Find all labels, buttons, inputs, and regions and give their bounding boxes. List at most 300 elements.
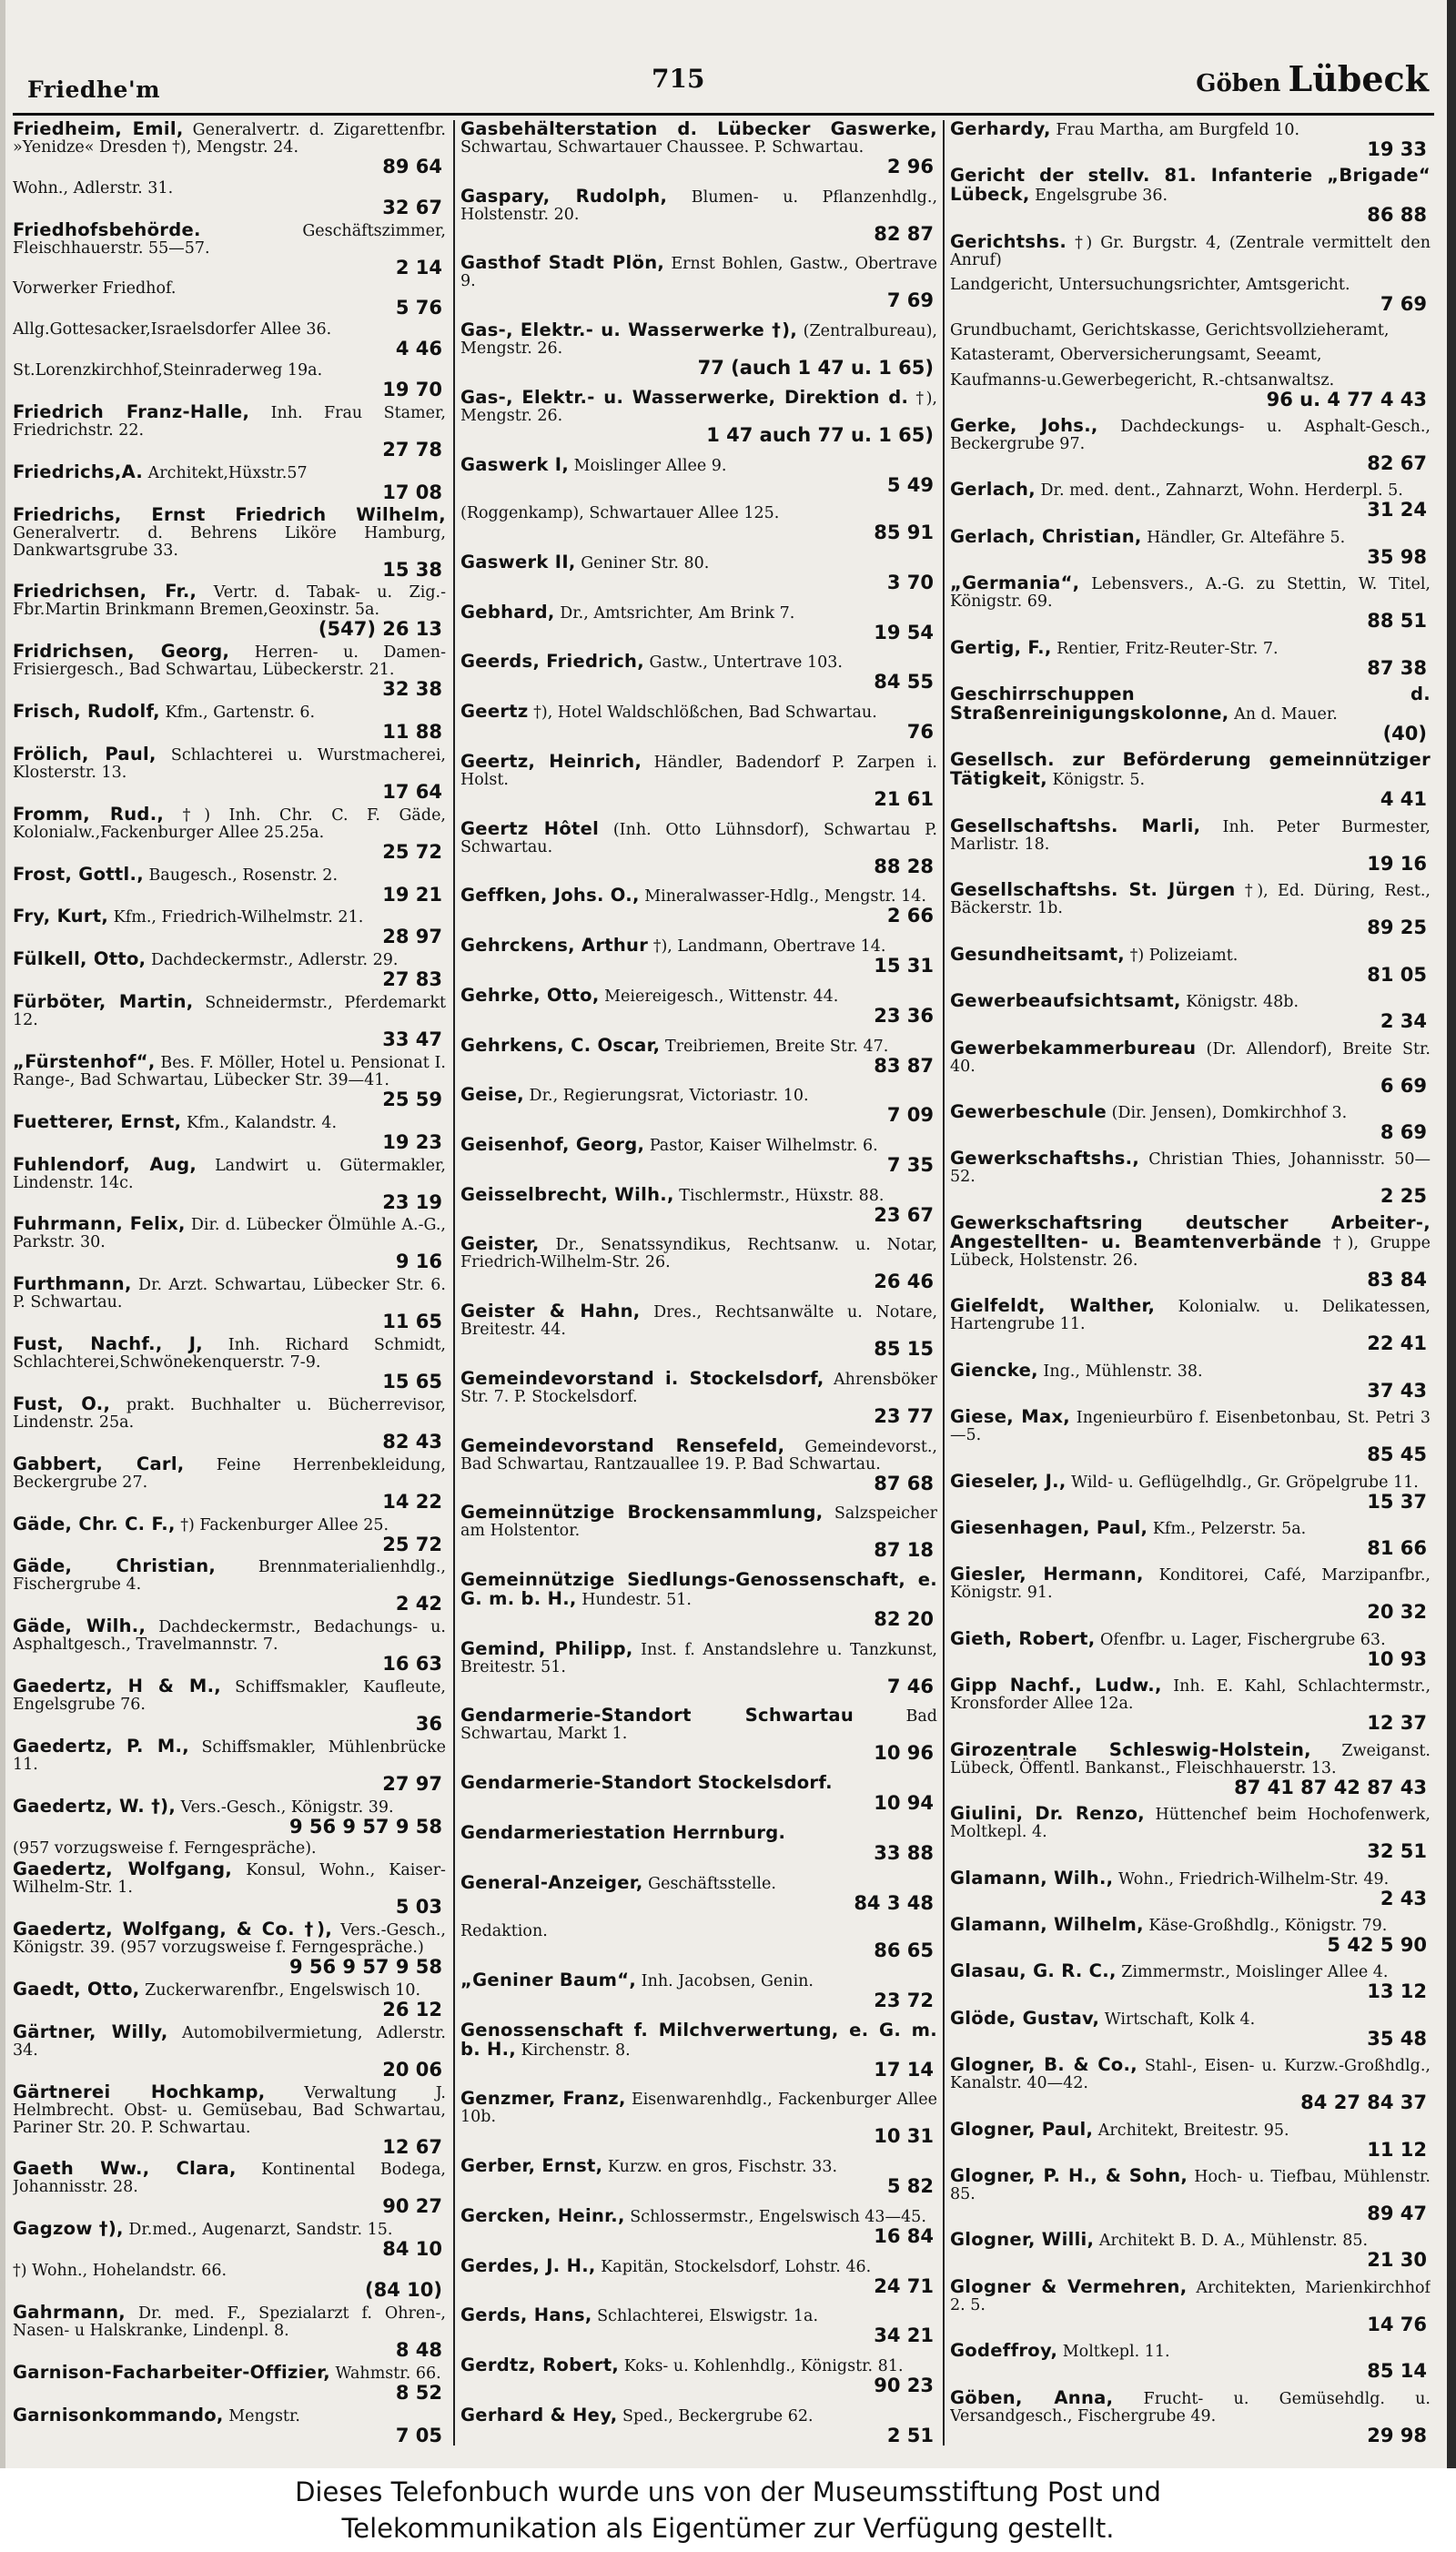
directory-entry [13,321,446,359]
entry-text [950,481,1431,500]
directory-entry [13,218,446,278]
entry-details: Händler, Badendorf P. Zarpen i. Holst. [460,753,937,789]
entry-details: Lebensvers., A.-G. zu Stettin, W. Titel, Königstr. 69. [950,575,1431,612]
entry-name: Glöde, Gustav, [950,2007,1100,2029]
entry-name: Gipp Nachf., Ludw., [950,1675,1162,1696]
entry-text [13,2301,446,2340]
directory-entry [950,120,1431,159]
entry-details: Inh. Peter Burmester, Marlistr. 18. [950,817,1431,854]
entry-text [950,881,1431,917]
directory-entry [460,937,937,976]
directory-entry [460,1034,937,1077]
entry-text [460,386,937,425]
directory-entry [460,1367,937,1427]
directory-entry [950,943,1431,986]
phone-number: 89 47 [1367,2203,1427,2225]
entry-details: Kfm., Gartenstr. 6. [165,704,316,723]
phone-number: 7 69 [886,289,934,312]
entry-name: Fridrichsen, Georg, [13,641,230,663]
entry-details: Geschäftszimmer, Fleischhauerstr. 55—57. [13,221,446,258]
directory-entry [950,1738,1431,1798]
directory-entry [950,1211,1431,1291]
phone-number: 7 05 [395,2424,442,2446]
phone-number: 87 68 [874,1472,934,1494]
phone-number: 33 88 [874,1841,934,1864]
entry-name: Glamann, Wilhelm, [950,1913,1144,1935]
directory-entry [13,362,446,400]
phone-number: 87 18 [874,1539,934,1562]
entry-text [460,2021,937,2060]
entry-name: Gärtner, Willy, [13,2020,168,2042]
entry-name: Gemind, Philipp, [460,1637,633,1659]
phone-number: 11 88 [382,721,442,744]
phone-number: 90 23 [874,2375,934,2397]
phone-number: 83 84 [1367,1268,1427,1291]
entry-text [460,1367,937,1406]
phone-number: 10 94 [874,1792,934,1815]
entry-text [460,603,937,623]
phone-number: 19 54 [874,621,934,643]
entry-text [460,453,937,475]
directory-entry [950,414,1431,474]
directory-entry [950,685,1431,744]
directory-entry [950,2007,1431,2050]
phone-number: 26 12 [382,1998,442,2020]
entry-name: Friedrichs,A. [13,461,144,482]
entry-text [460,1086,937,1105]
directory-entry [460,1637,937,1697]
phone-number: 8 69 [1380,1121,1427,1144]
directory-entry [950,372,1431,410]
phone-number: 19 21 [382,883,442,906]
directory-entry [13,503,446,581]
directory-entry [460,2406,937,2446]
directory-entry [950,2342,1431,2381]
entry-details: Automobilvermietung, Adlerstr. 34. [13,2023,446,2060]
phone-number: 17 08 [382,481,442,503]
entry-name: Friedheim, Emil, [13,120,184,139]
entry-name: Geisenhof, Georg, [460,1133,645,1155]
entry-name: Frisch, Rudolf, [13,701,160,723]
entry-details: Treibriemen, Breite Str. 47. [664,1037,889,1056]
entry-details: Katasteramt, Oberversicherungsamt, Seeamt, [950,346,1322,365]
entry-name: General-Anzeiger, [460,1871,643,1893]
entry-details: Gemeindevorst., Bad Schwartau, Rantzauallee 19. P. Bad Schwartau. [460,1437,937,1473]
phone-number: 16 84 [874,2224,934,2247]
entry-details: Konsul, Wohn., Kaiser-Wilhelm-Str. 1. [13,1861,446,1898]
entry-details: Frucht- u. Gemüsehdlg. u. Versandgesch., Fischergrube 49. [950,2389,1431,2425]
entry-name: Glogner & Vermehren, [950,2275,1188,2297]
entry-text [460,1434,937,1473]
entry-details: Feine Herrenbekleidung, Beckergrube 27. [13,1455,446,1492]
entry-details: (Dr. Allendorf), Breite Str. 40. [950,1039,1431,1076]
directory-entry [950,2118,1431,2161]
directory-entry [950,2056,1431,2112]
entry-name: Glamann, Wilh., [950,1867,1114,1889]
phone-number: 27 83 [382,968,442,991]
entry-text [950,1565,1431,1602]
entry-details: Wirtschaft, Kolk 4. [1104,2010,1256,2029]
entry-text [13,643,446,679]
entry-details: Moislinger Allee 9. [573,456,727,475]
entry-name: Gerdes, J. H., [460,2254,596,2276]
entry-details: Herren- u. Damen-Frisiergesch., Bad Schwartau, Lübeckerstr. 21. [13,643,446,680]
directory-entry [13,643,446,699]
entry-name: „Geniner Baum“, [460,1970,637,1990]
entry-text [950,2342,1431,2361]
directory-entry [13,2301,446,2361]
entry-text [460,187,937,224]
entry-text [13,1980,446,2000]
phone-number: 7 46 [886,1675,934,1697]
entry-text [13,1795,446,1817]
directory-entry [13,463,446,502]
entry-text [13,2361,446,2383]
directory-entry [460,1235,937,1291]
entry-text [950,636,1431,658]
entry-name: Friedrichs, Ernst Friedrich Wilhelm, [13,503,446,525]
entry-text [460,886,937,906]
entry-details: Architekt B. D. A., Mühlenstr. 85. [1098,2232,1369,2251]
entry-text [13,1335,446,1372]
phone-number: 10 93 [1367,1647,1427,1670]
entry-text [950,1149,1431,1186]
entry-text [460,1774,937,1793]
entry-details: Landwirt u. Gütermakler, Lindenstr. 14c. [13,1156,446,1192]
directory-entry [460,187,937,244]
entry-details: Wohn., Friedrich-Wilhelm-Str. 49. [1117,1869,1390,1889]
entry-text [950,525,1431,547]
entry-details: †), Gruppe Lübeck, Holstenstr. 26. [950,1233,1431,1270]
header-last-entry [1196,58,1429,99]
phone-number: 5 76 [395,297,442,319]
phone-number: 89 64 [382,156,442,177]
directory-entry [13,1153,446,1213]
entry-text [13,1153,446,1192]
directory-entry [950,2167,1431,2223]
directory-entry [13,1050,446,1110]
directory-entry [13,2406,446,2446]
entry-details: †) Fackenburger Allee 25. [180,1515,389,1534]
entry-text [950,2056,1431,2092]
entry-text [460,2204,937,2226]
column-2 [460,120,937,2446]
entry-text [950,2167,1431,2203]
entry-name: Glasau, G. R. C., [950,1960,1117,1982]
directory-entry [460,1706,937,1763]
phone-number: 2 25 [1380,1185,1427,1208]
entry-name: Genzmer, Franz, [460,2088,626,2110]
directory-entry [13,1860,446,1917]
header-city: Lübeck [1288,58,1429,99]
entry-details: Schneidermstr., Pferdemarkt 12. [13,994,446,1030]
entry-details: St.Lorenzkirchhof,Steinraderweg 19a. [13,361,323,380]
entry-details: †) Polizeiamt. [1129,946,1239,965]
entry-name: Glogner, P. H., & Sohn, [950,2165,1188,2187]
phone-number: 36 [415,1713,442,1736]
phone-number: 84 3 48 [854,1891,934,1914]
entry-name: Gäde, Christian, [13,1555,217,1577]
entry-details: Hoch- u. Tiefbau, Mühlenstr. 85. [950,2168,1431,2204]
entry-text [460,2090,937,2126]
phone-number: 23 72 [874,1990,934,2011]
directory-entry [460,2090,937,2146]
entry-text [950,372,1431,390]
entry-details: Zweiganst. Lübeck, Öffentl. Bankanst., Fleischhauerstr. 13. [950,1741,1431,1777]
entry-text [950,992,1431,1011]
entry-name: Godeffroy, [950,2340,1058,2362]
entry-details: Dr., Senatssyndikus, Rechtsanw. u. Notar, Friedrich-Wilhelm-Str. 26. [460,1236,937,1272]
entry-name: Girozentrale Schleswig-Holstein, [950,1738,1311,1760]
entry-details: Konditorei, Café, Marzipanfbr., Königstr. 91. [950,1566,1431,1603]
directory-entry [460,984,937,1027]
directory-entry [950,1805,1431,1861]
entry-name: Gendarmeriestation Herrnburg. [460,1821,786,1843]
entry-text [460,1706,937,1743]
header-first-entry: Friedhe'm [27,76,161,103]
entry-details: Schlachterei, Elswigstr. 1a. [597,2307,819,2326]
entry-text [460,1302,937,1339]
entry-text [950,685,1431,724]
entry-text [13,582,446,619]
phone-number: 85 91 [874,522,934,544]
entry-details: Zuckerwarenfbr., Engelswisch 10. [145,1980,421,2000]
directory-entry [950,1103,1431,1142]
directory-entry [460,817,937,877]
entry-details: Grundbuchamt, Gerichtskasse, Gerichtsvollzieheramt, [950,320,1390,339]
entry-name: „Fürstenhof“, [13,1050,156,1072]
entry-name: Gesellsch. zur Beförderung gemeinnütziger Tätigkeit, [950,749,1431,790]
entry-name: Geerds, Friedrich, [460,651,644,673]
entry-details: Kontinental Bodega, Johannisstr. 28. [13,2161,446,2197]
directory-entry [460,2356,937,2395]
directory-entry [13,280,446,318]
entry-details: Händler, Gr. Altefähre 5. [1147,528,1346,547]
entry-name: Gasbehälterstation d. Lübecker Gaswerke, [460,120,937,139]
entry-name: Göben, Anna, [950,2386,1114,2408]
entry-details: Kfm., Kalandstr. 4. [186,1113,338,1132]
entry-details: Dachdeckermstr., Bedachungs- u. Asphaltgesch., Travelmannstr. 7. [13,1618,446,1655]
entry-name: Friedrichsen, Fr., [13,581,197,603]
directory-entry [950,636,1431,679]
phone-number: 81 66 [1367,1536,1427,1559]
entry-text [950,1627,1431,1649]
entry-text [460,1235,937,1271]
entry-details: Dir. d. Lübecker Ölmühle A.-G., Parkstr. 30. [13,1216,446,1252]
phone-number: 81 05 [1367,963,1427,986]
entry-name: Geschirrschuppen d. Straßenreinigungskolonne, [950,684,1431,724]
entry-details: Vorwerker Friedhof. [13,279,177,299]
entry-text [13,2020,446,2060]
entry-name: Geffken, Johs. O., [460,885,640,906]
directory-entry [460,1923,937,1960]
phone-number: 15 37 [1367,1490,1427,1513]
entry-text [13,2220,446,2239]
directory-entry [950,277,1431,314]
entry-name: Gercken, Heinr., [460,2204,625,2226]
column-3 [950,120,1431,2446]
entry-details: Kolonialw. u. Delikatessen, Hartengrube 11. [950,1298,1431,1334]
phone-number: 11 12 [1367,2138,1427,2161]
entry-details: Vers.-Gesch., Königstr. 39. (957 vorzugsweise f. Ferngespräche.) [13,1921,446,1958]
entry-text [460,1637,937,1676]
entry-name: Fuetterer, Ernst, [13,1110,182,1132]
entry-details: Inh. E. Kahl, Schlachtermstr., Kronsforder Allee 12a. [950,1677,1431,1714]
entry-name: Gerhardy, [950,120,1051,139]
entry-name: Giesler, Hermann, [950,1564,1144,1585]
entry-text [950,817,1431,854]
entry-details: Verwaltung J. Helmbrecht. Obst- u. Gemüsebau, Bad Schwartau, Pariner Str. 20. P. Schwartau. [13,2083,446,2137]
phone-number: 2 43 [1380,1887,1427,1909]
entry-name: Frost, Gottl., [13,863,144,885]
directory-entry [460,1302,937,1359]
directory-entry [460,1133,937,1176]
directory-entry [13,1617,446,1674]
entry-name: Gagzow †), [13,2218,124,2240]
phone-number: 88 28 [874,855,934,877]
entry-text [460,1923,937,1940]
entry-details: Ernst Bohlen, Gastw., Obertrave 9. [460,255,937,291]
entry-text [13,703,446,722]
entry-details: Kfm., Pelzerstr. 5a. [1152,1519,1307,1538]
entry-details: Frau Martha, am Burgfeld 10. [1056,121,1300,139]
phone-number: 10 31 [874,2125,934,2148]
entry-details: (Roggenkamp), Schwartauer Allee 125. [460,504,780,523]
directory-entry [950,1676,1431,1733]
entry-text [460,703,937,722]
directory-entry [13,2160,446,2216]
phone-number: 27 97 [382,1772,442,1795]
entry-details: Eisenwarenhdlg., Fackenburger Allee 10b. [460,2091,937,2127]
phone-number: 96 u. 4 77 4 43 [1266,388,1427,410]
entry-details: Ofenfbr. u. Lager, Fischergrube 63. [1100,1630,1386,1649]
directory-entry [950,1408,1431,1464]
entry-text [460,750,937,789]
entry-text [460,2406,937,2425]
phone-number: 34 21 [874,2324,934,2347]
entry-name: Fry, Kurt, [13,906,109,927]
directory-entry [950,2386,1431,2446]
entry-details: †) Wohn., Hohelandstr. 66. [13,2262,228,2281]
entry-details: Inh. Frau Stamer, Friedrichstr. 22. [13,403,446,440]
phone-number: 14 22 [382,1490,442,1513]
entry-details: †), Landmann, Obertrave 14. [652,937,886,957]
entry-details: Kurzw. en gros, Fischstr. 33. [607,2158,838,2177]
entry-name: Gaedertz, H & M., [13,1676,222,1697]
page-edge-right [1447,0,1456,2468]
entry-name: Garnison-Facharbeiter-Offizier, [13,2361,330,2383]
entry-name: Fromm, Rud., [13,803,165,825]
entry-name: Gewerkschaftshs., [950,1148,1140,1170]
entry-text [950,167,1431,205]
directory-entry [460,386,937,446]
entry-name: Gerichtshs. [950,230,1067,252]
entry-details: Koks- u. Kohlenhdlg., Königstr. 81. [623,2357,904,2376]
entry-text [13,1860,446,1897]
entry-details: Ahrensböker Str. 7. P. Stockelsdorf. [460,1370,937,1406]
page-edge-left [0,0,5,2468]
phone-number: 23 77 [874,1404,934,1427]
directory-entry [950,347,1431,364]
entry-details: Generalvertr. d. Behrens Liköre Hamburg, Dankwartsgrube 33. [13,523,446,560]
directory-entry [13,1920,446,1977]
entry-name: Fuhrmann, Felix, [13,1213,186,1235]
entry-text [950,322,1431,339]
entry-name: Friedhofsbehörde. [13,218,201,240]
entry-text [950,1039,1431,1076]
entry-name: Fust, O., [13,1392,111,1414]
entry-text [950,1516,1431,1538]
entry-name: Gehrke, Otto, [460,984,600,1006]
directory-entry [950,1913,1431,1956]
phone-number: 32 51 [1367,1840,1427,1863]
entry-details: Landgericht, Untersuchungsrichter, Amtsgericht. [950,276,1350,295]
directory-entry [460,1871,937,1914]
entry-text [950,2118,1431,2140]
directory-entry [13,2020,446,2081]
entry-details: Dr., Regierungsrat, Victoriastr. 10. [529,1087,809,1106]
entry-details: Käse-Großhdlg., Königstr. 79. [1148,1916,1388,1935]
directory-entry [460,2157,937,2196]
phone-number: 85 45 [1367,1443,1427,1466]
entry-text [13,218,446,258]
directory-entry [460,1434,937,1494]
directory-entry [460,2306,937,2345]
directory-entry [460,1568,937,1630]
entry-text [950,1359,1431,1381]
entry-name: „Germania“, [950,572,1080,594]
phone-number: 88 51 [1367,610,1427,633]
entry-name: Gemeinnützige Brockensammlung, [460,1502,824,1524]
phone-number: 16 63 [382,1653,442,1676]
entry-details: Rentier, Fritz-Reuter-Str. 7. [1057,639,1279,658]
phone-number: 25 72 [382,840,442,863]
entry-name: Gas-, Elektr.- u. Wasserwerke, Direktion d. [460,386,909,408]
entry-text [13,1392,446,1432]
entry-text [460,653,937,672]
phone-number: 90 27 [382,2195,442,2218]
phone-number: 32 38 [382,678,442,701]
phone-number: 1 47 auch 77 u. 1 65) [706,423,934,446]
entry-text [950,2231,1431,2250]
phone-number: 19 33 [1367,138,1427,160]
entry-text [13,1617,446,1654]
phone-number: 85 15 [874,1338,934,1361]
entry-details: Dres., Rechtsanwälte u. Notare, Breitestr. 44. [460,1303,937,1340]
entry-details: Wohn., Adlerstr. 31. [13,178,174,197]
entry-text [460,984,937,1006]
entry-details: †) Gr. Burgstr. 4, (Zentrale vermittelt den Anruf) [950,233,1431,269]
directory-entry [13,993,446,1049]
entry-name: Garnisonkommando, [13,2404,224,2425]
phone-number: 5 42 5 90 [1327,1933,1427,1956]
phone-number: 82 20 [874,1607,934,1630]
phone-number: 23 36 [874,1004,934,1027]
phone-number: (547) 26 13 [318,618,442,641]
entry-name: Gaswerk II, [460,552,576,573]
entry-text [950,1738,1431,1777]
phone-number: (40) [1382,723,1427,745]
phone-number: 8 52 [395,2381,442,2404]
entry-details: Moltkepl. 11. [1062,2343,1170,2362]
phone-number: 27 78 [382,438,442,461]
phone-number: 9 16 [395,1251,442,1273]
entry-name: Gewerkschaftsring deutscher Arbeiter-, Angestellten- u. Beamtenverbände [950,1211,1431,1252]
entry-text [13,1677,446,1714]
directory-entry [13,2220,446,2259]
entry-name: Gendarmerie-Standort Stockelsdorf. [460,1772,833,1794]
directory-entry [460,321,937,378]
